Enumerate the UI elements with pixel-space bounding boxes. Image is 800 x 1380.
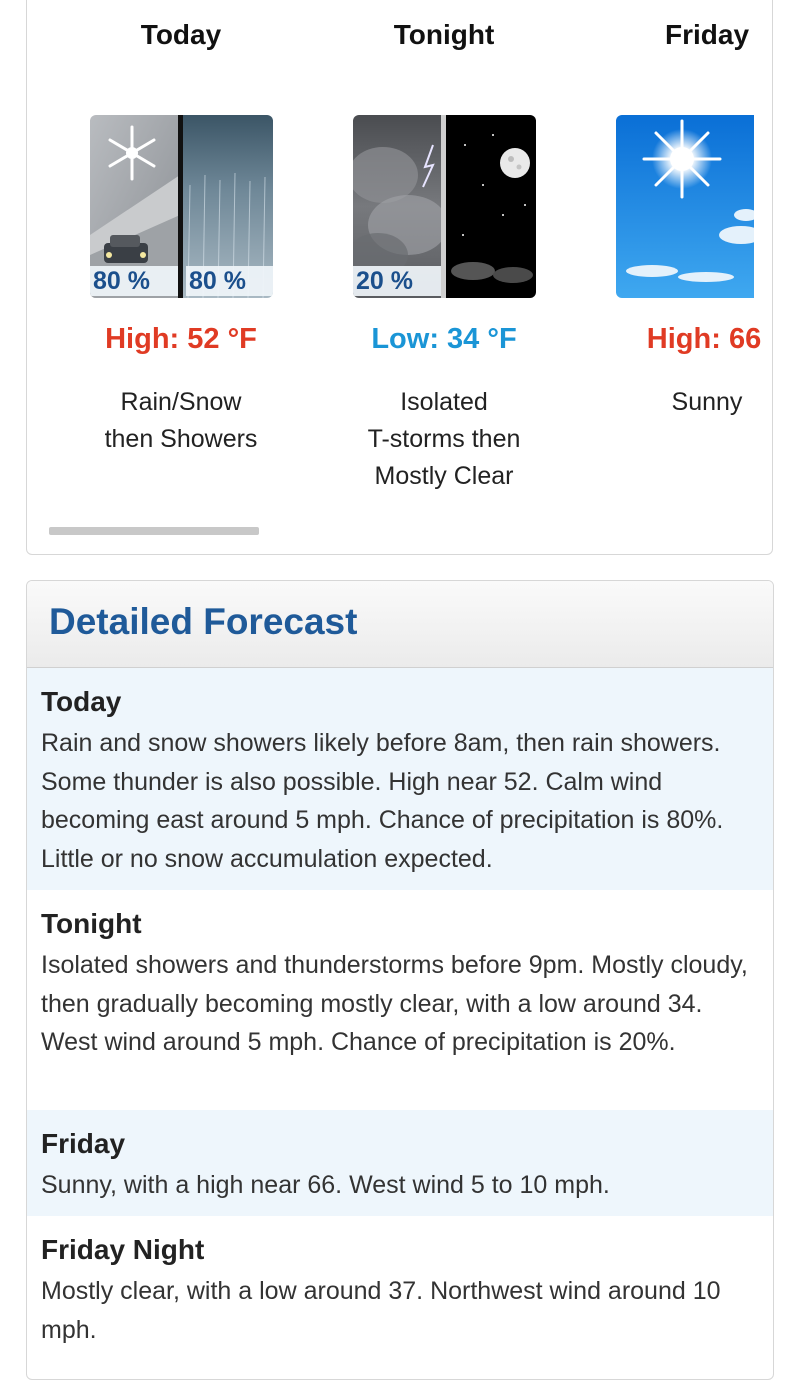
short-description — [334, 384, 554, 495]
section-title: Detailed Forecast — [49, 601, 358, 642]
sunny-icon — [616, 115, 754, 298]
row-text: Rain and snow showers likely before 8am, then rain showers. Some thunder is also possible. High near 52. Calm wind becoming east around 5 mph. Chance of precipitation is 80%. Little or no snow accumulation expected. — [41, 729, 724, 873]
temperature: High: 52 °F — [105, 323, 257, 355]
horizontal-scrollbar[interactable] — [49, 527, 259, 535]
forecast-row-today — [27, 668, 773, 890]
short-description — [71, 384, 291, 458]
precip-badge: 80 % — [90, 266, 178, 296]
row-label: Friday — [41, 1128, 126, 1159]
desc-line: Sunny — [671, 388, 743, 416]
rain-snow-then-showers-icon — [90, 115, 273, 298]
precip-badge: 20 % — [353, 266, 441, 296]
temperature: High: 66 — [646, 323, 762, 355]
period-name: Today — [140, 19, 222, 50]
row-label: Tonight — [41, 908, 142, 939]
row-text: Sunny, with a high near 66. West wind 5 to 10 mph. — [41, 1171, 610, 1199]
forecast-row-friday-night — [27, 1216, 773, 1366]
tstorms-then-clear-night-icon — [353, 115, 536, 298]
forecast-row-tonight — [27, 890, 773, 1110]
temperature: Low: 34 °F — [371, 323, 517, 355]
period-name: Friday — [664, 19, 750, 50]
detailed-forecast-header — [27, 581, 773, 668]
detailed-forecast-card — [26, 580, 774, 1380]
period-name: Tonight — [393, 19, 495, 50]
desc-line: Isolated — [400, 388, 488, 416]
row-label: Today — [41, 686, 122, 717]
row-text: Mostly clear, with a low around 37. Northwest wind around 10 mph. — [41, 1277, 721, 1344]
desc-line: T-storms then — [367, 425, 521, 453]
desc-line: Mostly Clear — [374, 462, 514, 490]
desc-line: Rain/Snow — [120, 388, 242, 416]
row-label: Friday Night — [41, 1234, 205, 1265]
row-text: Isolated showers and thunderstorms before 9pm. Mostly cloudy, then gradually becoming mostly clear, with a low around 34. West wind around 5 mph. Chance of precipitation is 20%. — [41, 951, 748, 1056]
short-description — [597, 384, 773, 421]
forecast-row-friday — [27, 1110, 773, 1216]
forecast-periods-card — [26, 0, 773, 555]
precip-badge: 80 % — [186, 266, 273, 296]
desc-line: then Showers — [104, 425, 258, 453]
